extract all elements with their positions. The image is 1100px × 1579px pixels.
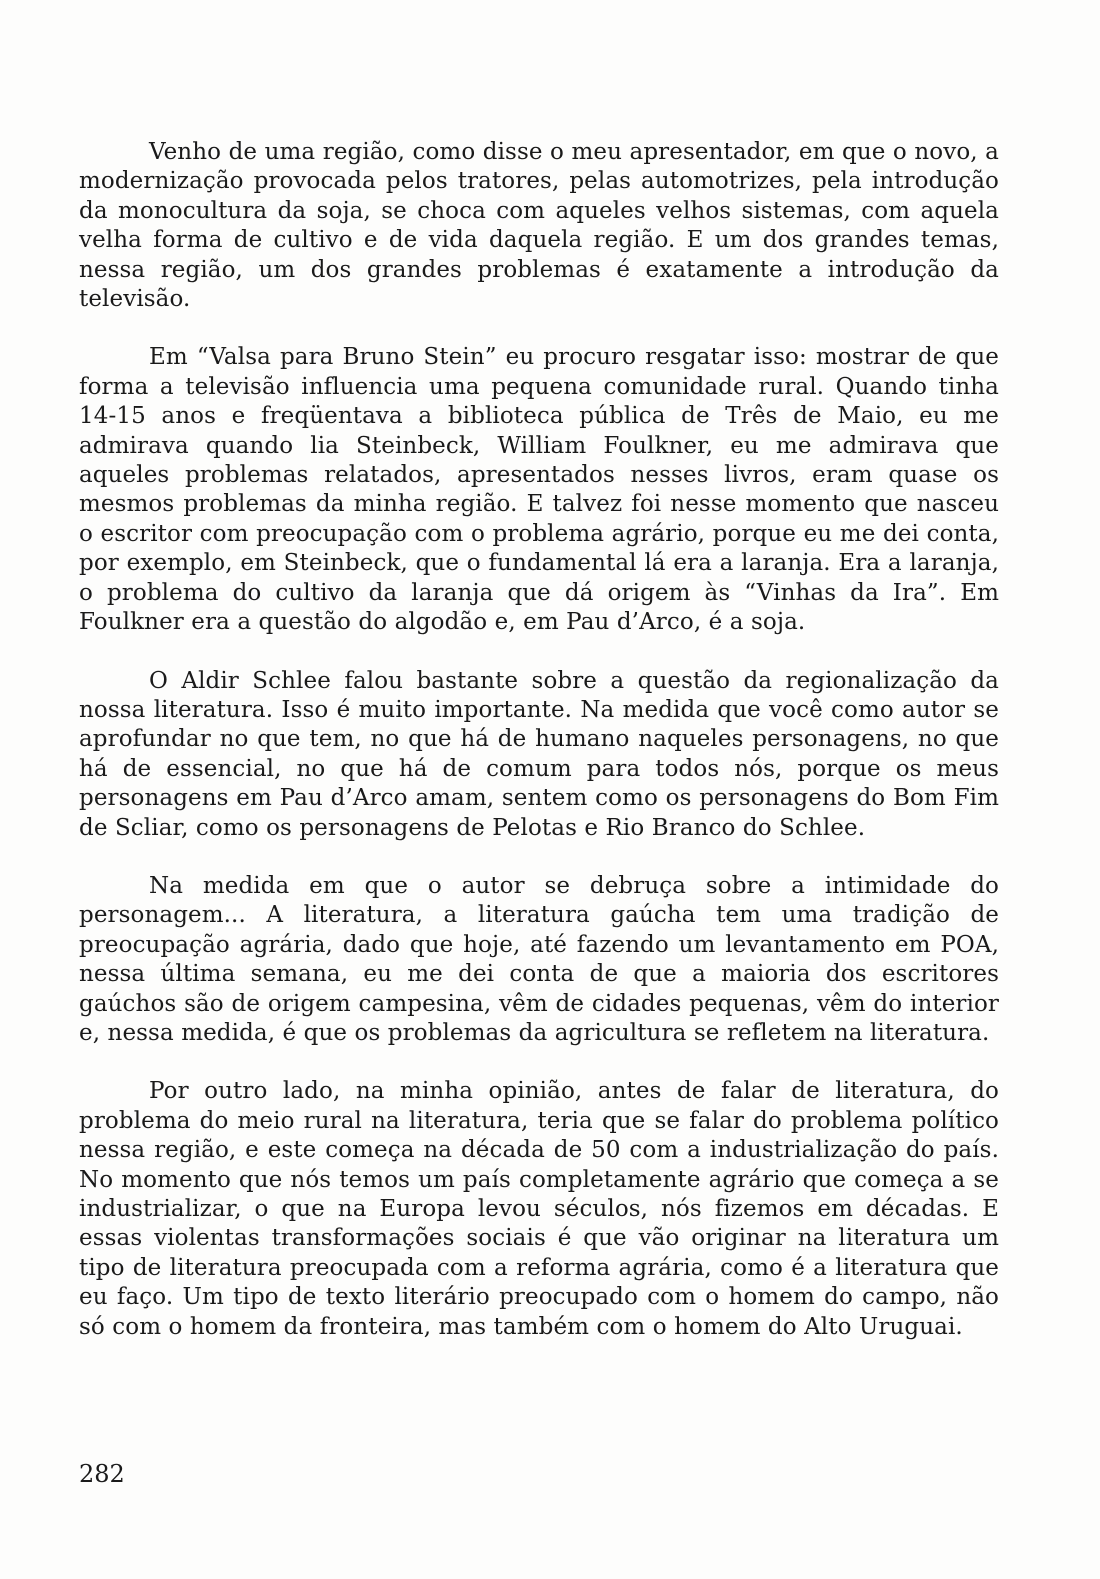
paragraph-3: O Aldir Schlee falou bastante sobre a questão da regionalização da nossa literatura. Isso é muito importante. Na medida que você como autor se aprofundar no que tem, no que há de humano naqueles personagens, no que há de essencial, no que há de comum para todos nós, porque os meus personagens em Pau d’Arco amam, sentem como os personagens do Bom Fim de Scliar, como os personagens de Pelotas e Rio Branco do Schlee. <box>79 667 999 841</box>
body-text <box>79 138 999 1371</box>
paragraph-2: Em “Valsa para Bruno Stein” eu procuro resgatar isso: mostrar de que forma a televisão influencia uma pequena comunidade rural. Quando tinha 14-15 anos e freqüentava a biblioteca pública de Três de Maio, eu me admirava quando lia Steinbeck, William Foulkner, eu me admirava que aqueles problemas relatados, apresentados nesses livros, eram quase os mesmos problemas da minha região. E talvez foi nesse momento que nasceu o escritor com preocupação com o problema agrário, porque eu me dei conta, por exemplo, em Steinbeck, que o fundamental lá era a laranja. Era a laranja, o problema do cultivo da laranja que dá origem às “Vinhas da Ira”. Em Foulkner era a questão do algodão e, em Pau d’Arco, é a soja. <box>79 344 999 636</box>
paragraph-5: Por outro lado, na minha opinião, antes de falar de literatura, do problema do meio rural na literatura, teria que se falar do problema político nessa região, e este começa na década de 50 com a industrialização do país. No momento que nós temos um país completamente agrário que começa a se industrializar, o que na Europa levou séculos, nós fizemos em décadas. E essas violentas transformações sociais é que vão originar na literatura um tipo de literatura preocupada com a reforma agrária, como é a literatura que eu faço. Um tipo de texto literário preocupado com o homem do campo, não só com o homem da fronteira, mas também com o homem do Alto Uruguai. <box>79 1078 999 1340</box>
paragraph-1: Venho de uma região, como disse o meu apresentador, em que o novo, a modernização provocada pelos tratores, pelas automotrizes, pela introdução da monocultura da soja, se choca com aqueles velhos sistemas, com aquela velha forma de cultivo e de vida daquela região. E um dos grandes temas, nessa região, um dos grandes problemas é exatamente a introdução da televisão. <box>79 139 999 313</box>
page-number: 282 <box>79 1460 125 1488</box>
paragraph-4: Na medida em que o autor se debruça sobre a intimidade do personagem... A literatura, a literatura gaúcha tem uma tradição de preocupação agrária, dado que hoje, até fazendo um levantamento em POA, nessa última semana, eu me dei conta de que a maioria dos escritores gaúchos são de origem campesina, vêm de cidades pequenas, vêm do interior e, nessa medida, é que os problemas da agricultura se refletem na literatura. <box>79 872 999 1046</box>
